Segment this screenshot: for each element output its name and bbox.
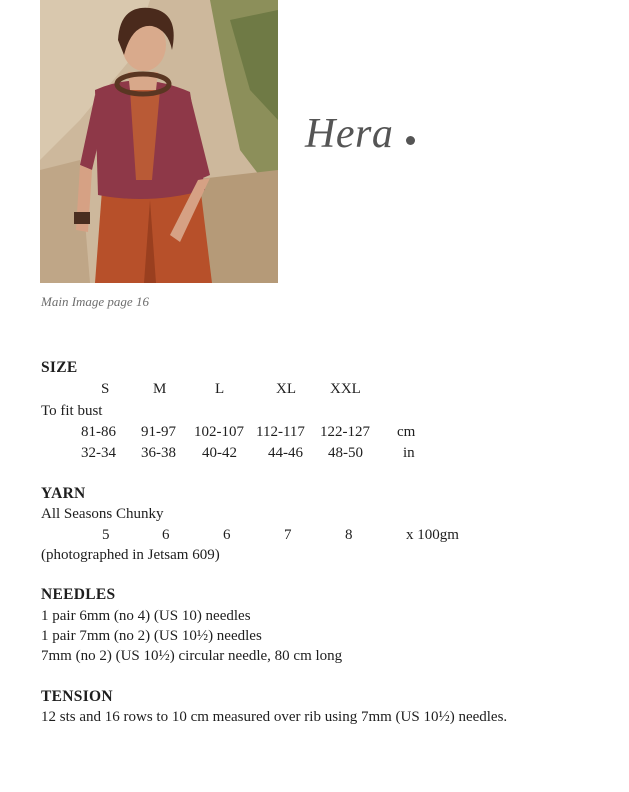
pattern-title: Hera (305, 111, 394, 157)
needles-line-3: 7mm (no 2) (US 10½) circular needle, 80 cm long (41, 648, 343, 664)
yarn-amount-l: 6 (223, 527, 231, 543)
size-cm-unit: cm (397, 424, 416, 440)
size-label-m: M (153, 381, 167, 397)
needles-line-2: 1 pair 7mm (no 2) (US 10½) needles (41, 628, 262, 644)
yarn-name: All Seasons Chunky (41, 506, 164, 522)
size-cm-m: 91-97 (141, 424, 176, 440)
size-in-m: 36-38 (141, 445, 176, 461)
size-cm-xxl: 122-127 (320, 424, 370, 440)
size-in-xl: 44-46 (268, 445, 303, 461)
size-cm-xl: 112-117 (256, 424, 305, 440)
photo-caption: Main Image page 16 (41, 294, 149, 309)
size-in-l: 40-42 (202, 445, 237, 461)
fit-bust-label: To fit bust (41, 403, 103, 419)
size-label-xxl: XXL (330, 381, 361, 397)
main-photo (40, 0, 278, 283)
size-heading: SIZE (41, 359, 78, 376)
yarn-amount-s: 5 (102, 527, 110, 543)
photo-woman-cardigan-icon (40, 0, 278, 283)
size-label-xl: XL (276, 381, 296, 397)
tension-text: 12 sts and 16 rows to 10 cm measured over rib using 7mm (US 10½) needles. (41, 709, 508, 725)
yarn-note: (photographed in Jetsam 609) (41, 547, 220, 563)
size-in-xxl: 48-50 (328, 445, 363, 461)
tension-heading: TENSION (41, 688, 113, 705)
yarn-amount-m: 6 (162, 527, 170, 543)
yarn-heading: YARN (41, 485, 86, 502)
size-in-unit: in (403, 445, 415, 461)
size-in-s: 32-34 (81, 445, 116, 461)
size-label-s: S (101, 381, 110, 397)
yarn-unit: x 100gm (406, 527, 459, 543)
size-label-l: L (215, 381, 225, 397)
size-cm-s: 81-86 (81, 424, 116, 440)
size-cm-l: 102-107 (194, 424, 244, 440)
yarn-amount-xxl: 8 (345, 527, 353, 543)
yarn-amount-xl: 7 (284, 527, 292, 543)
needles-line-1: 1 pair 6mm (no 4) (US 10) needles (41, 608, 251, 624)
bullet-dot-icon (406, 136, 415, 145)
needles-heading: NEEDLES (41, 586, 116, 603)
